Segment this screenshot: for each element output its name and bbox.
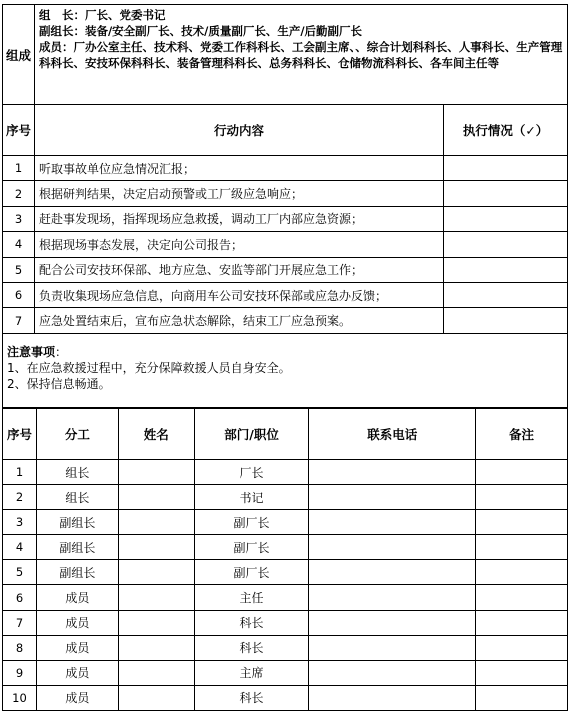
roster-row [3, 585, 568, 610]
roster-remark [476, 460, 568, 485]
roster-name [118, 585, 194, 610]
action-header-row [3, 105, 568, 156]
roster-name [118, 685, 194, 710]
notes-row [3, 333, 568, 407]
action-content: 负责收集现场应急信息，向商用车公司安技环保部或应急办反馈； [34, 282, 443, 307]
roster-name [118, 660, 194, 685]
roster-header-phone: 联系电话 [309, 409, 476, 460]
action-no: 3 [3, 206, 35, 231]
group-members: 成员：厂办公室主任、技术科、党委工作科科长、工会副主席、、综合计划科科长、人事科长、生产管理科科长、安技环保科科长、装备管理科科长、总务科科长、仓储物流科科长、各车间主任等 [38, 40, 563, 70]
roster-name [118, 610, 194, 635]
roster-remark [476, 585, 568, 610]
roster-name [118, 535, 194, 560]
roster-table [2, 408, 568, 711]
action-status [444, 206, 568, 231]
roster-dept: 副厂长 [194, 535, 309, 560]
roster-name [118, 635, 194, 660]
roster-row [3, 485, 568, 510]
roster-dept: 科长 [194, 610, 309, 635]
note-item-1: 1、在应急救援过程中，充分保障救援人员自身安全。 [7, 360, 291, 375]
roster-role: 组长 [36, 485, 118, 510]
roster-remark [476, 635, 568, 660]
roster-dept: 主席 [194, 660, 309, 685]
roster-phone [309, 635, 476, 660]
action-content: 听取事故单位应急情况汇报； [34, 156, 443, 181]
roster-no: 2 [3, 485, 37, 510]
roster-dept: 科长 [194, 685, 309, 710]
action-status [444, 232, 568, 257]
action-status [444, 156, 568, 181]
roster-row [3, 660, 568, 685]
roster-remark [476, 535, 568, 560]
roster-role: 成员 [36, 635, 118, 660]
roster-phone [309, 585, 476, 610]
roster-header-remark: 备注 [476, 409, 568, 460]
roster-name [118, 510, 194, 535]
action-no: 1 [3, 156, 35, 181]
roster-name [118, 485, 194, 510]
roster-header-no: 序号 [3, 409, 37, 460]
roster-dept: 副厂长 [194, 510, 309, 535]
roster-header-dept: 部门/职位 [194, 409, 309, 460]
roster-dept: 主任 [194, 585, 309, 610]
roster-remark [476, 510, 568, 535]
action-row [3, 257, 568, 282]
roster-row [3, 460, 568, 485]
roster-role: 成员 [36, 685, 118, 710]
roster-phone [309, 560, 476, 585]
action-no: 4 [3, 232, 35, 257]
action-content: 赶赴事发现场，指挥现场应急救援，调动工厂内部应急资源； [34, 206, 443, 231]
action-content: 根据现场事态发展，决定向公司报告； [34, 232, 443, 257]
action-header-content: 行动内容 [34, 105, 443, 156]
roster-row [3, 535, 568, 560]
roster-phone [309, 685, 476, 710]
roster-row [3, 610, 568, 635]
roster-name [118, 460, 194, 485]
roster-remark [476, 560, 568, 585]
action-no: 7 [3, 308, 35, 333]
roster-no: 6 [3, 585, 37, 610]
roster-row [3, 510, 568, 535]
action-content: 应急处置结束后，宣布应急状态解除，结束工厂应急预案。 [34, 308, 443, 333]
action-status [444, 308, 568, 333]
roster-no: 9 [3, 660, 37, 685]
roster-dept: 科长 [194, 635, 309, 660]
action-content: 配合公司安技环保部、地方应急、安监等部门开展应急工作； [34, 257, 443, 282]
action-no: 5 [3, 257, 35, 282]
roster-dept: 副厂长 [194, 560, 309, 585]
roster-row [3, 685, 568, 710]
action-no: 6 [3, 282, 35, 307]
roster-phone [309, 535, 476, 560]
action-row [3, 181, 568, 206]
roster-header-role: 分工 [36, 409, 118, 460]
notes-title: 注意事项 [7, 344, 56, 359]
roster-role: 成员 [36, 610, 118, 635]
emergency-action-table [2, 4, 568, 408]
action-row [3, 308, 568, 333]
action-status [444, 257, 568, 282]
roster-role: 副组长 [36, 560, 118, 585]
roster-no: 4 [3, 535, 37, 560]
roster-row [3, 560, 568, 585]
roster-dept: 厂长 [194, 460, 309, 485]
roster-remark [476, 610, 568, 635]
roster-role: 成员 [36, 660, 118, 685]
action-header-no: 序号 [3, 105, 35, 156]
roster-phone [309, 610, 476, 635]
action-no: 2 [3, 181, 35, 206]
group-composition-row [3, 5, 568, 105]
action-content: 根据研判结果，决定启动预警或工厂级应急响应； [34, 181, 443, 206]
action-status [444, 282, 568, 307]
roster-role: 组长 [36, 460, 118, 485]
action-row [3, 282, 568, 307]
roster-row [3, 635, 568, 660]
roster-header-name: 姓名 [118, 409, 194, 460]
roster-no: 1 [3, 460, 37, 485]
roster-no: 10 [3, 685, 37, 710]
action-row [3, 156, 568, 181]
notes-colon: ： [55, 344, 68, 359]
group-members-cell [34, 5, 567, 105]
group-leader: 组 长：厂长、党委书记 [38, 8, 166, 22]
roster-role: 副组长 [36, 535, 118, 560]
action-row [3, 232, 568, 257]
roster-phone [309, 660, 476, 685]
roster-name [118, 560, 194, 585]
roster-no: 3 [3, 510, 37, 535]
roster-no: 8 [3, 635, 37, 660]
roster-role: 副组长 [36, 510, 118, 535]
roster-remark [476, 485, 568, 510]
roster-phone [309, 485, 476, 510]
notes-cell [3, 333, 568, 407]
action-header-status: 执行情况（✓） [444, 105, 568, 156]
roster-dept: 书记 [194, 485, 309, 510]
group-deputy: 副组长：装备/安全副厂长、技术/质量副厂长、生产/后勤副厂长 [38, 24, 363, 38]
roster-header-row [3, 409, 568, 460]
roster-no: 7 [3, 610, 37, 635]
roster-remark [476, 685, 568, 710]
roster-phone [309, 510, 476, 535]
roster-remark [476, 660, 568, 685]
group-label: 组成 [3, 5, 35, 105]
roster-phone [309, 460, 476, 485]
roster-no: 5 [3, 560, 37, 585]
note-item-2: 2、保持信息畅通。 [7, 376, 111, 391]
roster-role: 成员 [36, 585, 118, 610]
action-status [444, 181, 568, 206]
action-row [3, 206, 568, 231]
